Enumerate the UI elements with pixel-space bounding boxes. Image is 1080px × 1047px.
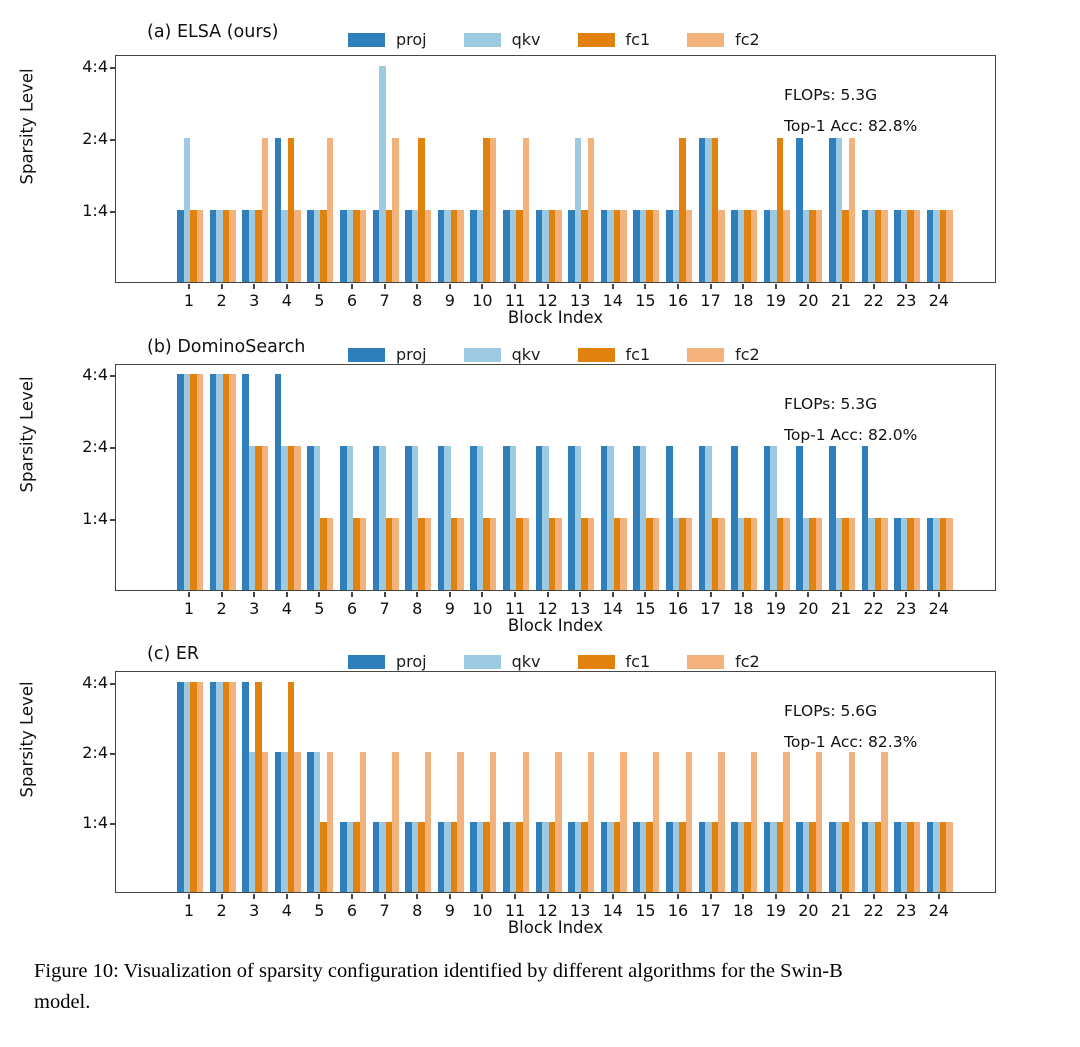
x-tick-mark: [286, 894, 288, 899]
x-tick-label-19: 19: [765, 291, 786, 310]
bar-fc2-block-2: [229, 374, 236, 590]
y-tick-label-4:4: 4:4: [82, 673, 108, 692]
bar-fc2-block-6: [360, 752, 367, 892]
x-tick-mark: [384, 592, 386, 597]
bar-fc2-block-8: [425, 210, 432, 282]
x-tick-mark: [416, 284, 418, 289]
x-tick-mark: [644, 894, 646, 899]
figure-caption-line2: model.: [34, 990, 91, 1013]
x-tick-label-12: 12: [537, 599, 558, 618]
bar-fc2-block-11: [523, 138, 530, 282]
x-tick-mark: [253, 592, 255, 597]
x-tick-mark: [416, 894, 418, 899]
x-tick-label-7: 7: [379, 599, 390, 618]
bar-fc2-block-5: [327, 752, 334, 892]
legend-label-qkv: qkv: [511, 652, 541, 671]
x-tick-label-9: 9: [444, 901, 455, 920]
x-tick-label-1: 1: [183, 291, 195, 310]
bar-fc2-block-7: [392, 138, 399, 282]
legend-label-fc1: fc1: [625, 30, 651, 49]
bar-fc2-block-24: [946, 518, 953, 590]
x-tick-label-2: 2: [216, 599, 227, 618]
x-tick-mark: [742, 592, 744, 597]
x-tick-label-10: 10: [472, 901, 493, 920]
chart-c-x-axis-title: Block Index: [507, 918, 604, 937]
legend-swatch-proj: [348, 348, 385, 362]
x-tick-label-7: 7: [379, 291, 390, 310]
x-tick-mark: [221, 894, 223, 899]
x-tick-mark: [873, 284, 875, 289]
bar-fc2-block-3: [262, 138, 269, 282]
legend-label-fc1: fc1: [625, 345, 651, 364]
x-tick-label-6: 6: [346, 599, 358, 618]
legend-entry-fc2: [687, 345, 760, 364]
bar-fc2-block-23: [914, 822, 921, 892]
bar-fc2-block-22: [881, 518, 888, 590]
x-tick-mark: [188, 894, 190, 899]
x-tick-mark: [481, 894, 483, 899]
bar-fc2-block-4: [294, 446, 301, 590]
x-tick-label-17: 17: [700, 291, 721, 310]
x-tick-label-10: 10: [472, 599, 493, 618]
x-tick-label-1: 1: [183, 901, 195, 920]
legend-label-fc1: fc1: [625, 652, 651, 671]
x-tick-label-11: 11: [504, 599, 526, 618]
legend-swatch-fc2: [687, 655, 724, 669]
bar-fc2-block-9: [457, 518, 464, 590]
x-tick-mark: [840, 284, 842, 289]
bar-fc2-block-15: [653, 210, 660, 282]
x-tick-label-4: 4: [281, 291, 292, 310]
x-tick-mark: [905, 284, 907, 289]
x-tick-label-4: 4: [281, 901, 292, 920]
x-tick-label-5: 5: [314, 599, 325, 618]
y-tick-label-2:4: 2:4: [82, 437, 108, 456]
x-tick-label-2: 2: [216, 291, 227, 310]
x-tick-mark: [612, 592, 614, 597]
y-tick-label-1:4: 1:4: [82, 813, 108, 832]
x-tick-mark: [807, 592, 809, 597]
x-tick-label-24: 24: [928, 901, 949, 920]
bar-fc2-block-8: [425, 752, 432, 892]
bar-fc2-block-20: [816, 752, 823, 892]
legend-swatch-qkv: [464, 33, 501, 47]
x-tick-mark: [384, 894, 386, 899]
x-tick-label-13: 13: [570, 599, 591, 618]
x-tick-label-8: 8: [412, 599, 423, 618]
bar-fc2-block-15: [653, 518, 660, 590]
x-tick-mark: [612, 894, 614, 899]
bar-fc2-block-5: [327, 518, 334, 590]
bar-fc2-block-14: [620, 518, 627, 590]
bar-fc2-block-23: [914, 210, 921, 282]
bar-fc2-block-7: [392, 752, 399, 892]
legend-label-proj: proj: [396, 30, 427, 49]
x-tick-mark: [710, 284, 712, 289]
bar-fc2-block-13: [588, 518, 595, 590]
x-tick-label-14: 14: [602, 291, 623, 310]
x-tick-mark: [547, 894, 549, 899]
x-tick-label-15: 15: [635, 901, 656, 920]
y-tick-mark: [110, 375, 115, 377]
x-tick-label-11: 11: [504, 291, 526, 310]
x-tick-label-12: 12: [537, 901, 558, 920]
x-tick-label-9: 9: [444, 599, 455, 618]
x-tick-mark: [579, 284, 581, 289]
x-tick-mark: [514, 284, 516, 289]
x-tick-mark: [253, 894, 255, 899]
x-tick-label-20: 20: [798, 291, 819, 310]
x-tick-label-23: 23: [896, 291, 917, 310]
y-tick-label-4:4: 4:4: [82, 365, 108, 384]
x-tick-mark: [221, 592, 223, 597]
legend-swatch-fc1: [578, 655, 615, 669]
x-tick-mark: [579, 894, 581, 899]
x-tick-label-11: 11: [504, 901, 526, 920]
bar-fc2-block-3: [262, 446, 269, 590]
bar-fc2-block-10: [490, 752, 497, 892]
chart-c-plot-area: [115, 671, 996, 893]
bar-fc2-block-22: [881, 210, 888, 282]
chart-b-x-axis-title: Block Index: [507, 616, 604, 635]
legend-entry-fc1: [578, 652, 651, 671]
bar-fc2-block-2: [229, 682, 236, 892]
x-tick-mark: [384, 284, 386, 289]
y-tick-mark: [110, 519, 115, 521]
x-tick-mark: [775, 284, 777, 289]
x-tick-mark: [449, 894, 451, 899]
x-tick-mark: [905, 894, 907, 899]
x-tick-label-19: 19: [765, 599, 786, 618]
x-tick-label-12: 12: [537, 291, 558, 310]
x-tick-mark: [351, 592, 353, 597]
x-tick-mark: [351, 894, 353, 899]
y-tick-mark: [110, 139, 115, 141]
chart-a-x-axis-title: Block Index: [507, 308, 604, 327]
bar-fc2-block-16: [686, 752, 693, 892]
bar-fc2-block-13: [588, 752, 595, 892]
x-tick-mark: [938, 592, 940, 597]
legend-label-qkv: qkv: [511, 30, 541, 49]
x-tick-mark: [677, 592, 679, 597]
x-tick-mark: [677, 894, 679, 899]
legend-entry-qkv: [464, 652, 541, 671]
x-tick-mark: [481, 284, 483, 289]
x-tick-mark: [742, 894, 744, 899]
y-tick-label-2:4: 2:4: [82, 129, 108, 148]
bar-fc2-block-24: [946, 822, 953, 892]
bar-fc2-block-18: [751, 210, 758, 282]
x-tick-label-15: 15: [635, 291, 656, 310]
x-tick-label-13: 13: [570, 291, 591, 310]
bar-fc2-block-9: [457, 752, 464, 892]
chart-c-y-axis-title: Sparsity Level: [17, 681, 37, 798]
x-tick-mark: [938, 894, 940, 899]
bar-fc2-block-12: [555, 210, 562, 282]
y-tick-label-1:4: 1:4: [82, 201, 108, 220]
chart-a-acc: Top-1 Acc: 82.8%: [784, 117, 918, 135]
x-tick-mark: [938, 284, 940, 289]
legend-entry-fc1: [578, 345, 651, 364]
legend-entry-proj: [348, 345, 427, 364]
bar-fc2-block-18: [751, 518, 758, 590]
x-tick-mark: [873, 894, 875, 899]
x-tick-mark: [807, 894, 809, 899]
legend-label-fc2: fc2: [735, 652, 760, 671]
bar-fc2-block-1: [197, 210, 204, 282]
legend-label-proj: proj: [396, 652, 427, 671]
x-tick-mark: [318, 592, 320, 597]
x-tick-label-22: 22: [863, 599, 884, 618]
bar-fc2-block-4: [294, 752, 301, 892]
x-tick-mark: [807, 284, 809, 289]
x-tick-label-6: 6: [346, 901, 358, 920]
y-tick-mark: [110, 211, 115, 213]
x-tick-label-24: 24: [928, 599, 949, 618]
bar-fc2-block-15: [653, 752, 660, 892]
x-tick-label-23: 23: [896, 901, 917, 920]
legend-entry-fc2: [687, 652, 760, 671]
x-tick-label-13: 13: [570, 901, 591, 920]
chart-b-plot-area: [115, 364, 996, 591]
bar-fc2-block-3: [262, 752, 269, 892]
legend-label-qkv: qkv: [511, 345, 541, 364]
bar-fc2-block-1: [197, 374, 204, 590]
x-tick-mark: [449, 592, 451, 597]
chart-c-acc: Top-1 Acc: 82.3%: [784, 733, 918, 751]
x-tick-label-3: 3: [249, 901, 260, 920]
bar-fc2-block-19: [783, 210, 790, 282]
x-tick-mark: [644, 284, 646, 289]
x-tick-mark: [286, 284, 288, 289]
x-tick-mark: [644, 592, 646, 597]
bar-fc2-block-7: [392, 518, 399, 590]
legend-entry-fc2: [687, 30, 760, 49]
legend-swatch-fc1: [578, 348, 615, 362]
x-tick-label-14: 14: [602, 901, 623, 920]
bar-fc2-block-6: [360, 210, 367, 282]
y-tick-mark: [110, 823, 115, 825]
bar-fc2-block-19: [783, 752, 790, 892]
x-tick-label-4: 4: [281, 599, 292, 618]
chart-b-acc: Top-1 Acc: 82.0%: [784, 426, 918, 444]
bar-fc2-block-20: [816, 210, 823, 282]
x-tick-mark: [873, 592, 875, 597]
bar-fc2-block-1: [197, 682, 204, 892]
x-tick-mark: [840, 592, 842, 597]
chart-b-title: (b) DominoSearch: [147, 337, 306, 357]
x-tick-mark: [351, 284, 353, 289]
bar-fc2-block-5: [327, 138, 334, 282]
x-tick-mark: [188, 284, 190, 289]
bar-fc2-block-21: [849, 138, 856, 282]
x-tick-label-15: 15: [635, 599, 656, 618]
chart-a-annotation: [784, 80, 917, 142]
bar-fc2-block-11: [523, 518, 530, 590]
bar-fc2-block-24: [946, 210, 953, 282]
x-tick-label-21: 21: [830, 291, 852, 310]
x-tick-label-20: 20: [798, 599, 819, 618]
x-tick-mark: [710, 894, 712, 899]
x-tick-label-23: 23: [896, 599, 917, 618]
y-tick-mark: [110, 753, 115, 755]
bar-fc2-block-16: [686, 210, 693, 282]
x-tick-mark: [547, 284, 549, 289]
x-tick-label-5: 5: [314, 291, 325, 310]
x-tick-mark: [221, 284, 223, 289]
chart-c-flops: FLOPs: 5.6G: [784, 702, 878, 720]
y-tick-label-4:4: 4:4: [82, 57, 108, 76]
chart-c-title: (c) ER: [147, 644, 200, 664]
chart-a-title: (a) ELSA (ours): [147, 22, 279, 42]
legend-swatch-fc1: [578, 33, 615, 47]
x-tick-label-16: 16: [667, 599, 689, 618]
x-tick-label-2: 2: [216, 901, 227, 920]
bar-fc2-block-12: [555, 518, 562, 590]
bar-fc2-block-9: [457, 210, 464, 282]
x-tick-label-17: 17: [700, 901, 721, 920]
x-tick-label-19: 19: [765, 901, 786, 920]
bar-fc2-block-18: [751, 752, 758, 892]
bar-fc2-block-22: [881, 752, 888, 892]
x-tick-label-8: 8: [412, 901, 423, 920]
bar-fc2-block-19: [783, 518, 790, 590]
x-tick-label-16: 16: [667, 901, 689, 920]
figure-caption: [34, 956, 1048, 1018]
chart-b-y-axis-title: Sparsity Level: [17, 376, 37, 493]
x-tick-label-16: 16: [667, 291, 689, 310]
x-tick-label-8: 8: [412, 291, 423, 310]
chart-b-flops: FLOPs: 5.3G: [784, 395, 878, 413]
x-tick-mark: [253, 284, 255, 289]
y-tick-mark: [110, 67, 115, 69]
bar-fc2-block-10: [490, 138, 497, 282]
chart-b-annotation: [784, 389, 917, 451]
legend-entry-qkv: [464, 345, 541, 364]
x-tick-mark: [188, 592, 190, 597]
x-tick-label-3: 3: [249, 599, 260, 618]
x-tick-label-18: 18: [733, 291, 754, 310]
x-tick-mark: [318, 284, 320, 289]
bar-fc2-block-17: [718, 752, 725, 892]
x-tick-mark: [547, 592, 549, 597]
chart-a-plot-area: [115, 55, 996, 283]
x-tick-label-21: 21: [830, 599, 852, 618]
x-tick-label-3: 3: [249, 291, 260, 310]
bar-fc2-block-4: [294, 210, 301, 282]
x-tick-mark: [318, 894, 320, 899]
x-tick-mark: [579, 592, 581, 597]
x-tick-label-18: 18: [733, 901, 754, 920]
x-tick-label-10: 10: [472, 291, 493, 310]
x-tick-label-1: 1: [183, 599, 195, 618]
x-tick-mark: [514, 894, 516, 899]
x-tick-label-21: 21: [830, 901, 852, 920]
bar-fc2-block-21: [849, 752, 856, 892]
bar-fc2-block-14: [620, 752, 627, 892]
legend-entry-fc1: [578, 30, 651, 49]
legend-swatch-proj: [348, 33, 385, 47]
bar-fc2-block-6: [360, 518, 367, 590]
x-tick-mark: [416, 592, 418, 597]
bar-fc2-block-12: [555, 752, 562, 892]
y-tick-mark: [110, 683, 115, 685]
x-tick-mark: [612, 284, 614, 289]
x-tick-label-22: 22: [863, 291, 884, 310]
x-tick-mark: [840, 894, 842, 899]
bar-fc2-block-23: [914, 518, 921, 590]
chart-c-legend: [348, 652, 760, 671]
x-tick-label-22: 22: [863, 901, 884, 920]
x-tick-label-14: 14: [602, 599, 623, 618]
bar-fc2-block-8: [425, 518, 432, 590]
x-tick-mark: [677, 284, 679, 289]
x-tick-label-20: 20: [798, 901, 819, 920]
legend-swatch-proj: [348, 655, 385, 669]
x-tick-mark: [481, 592, 483, 597]
legend-entry-proj: [348, 30, 427, 49]
legend-label-fc2: fc2: [735, 345, 760, 364]
x-tick-label-7: 7: [379, 901, 390, 920]
x-tick-mark: [742, 284, 744, 289]
bar-fc2-block-21: [849, 518, 856, 590]
x-tick-mark: [286, 592, 288, 597]
chart-a-legend: [348, 30, 760, 49]
chart-a-y-axis-title: Sparsity Level: [17, 68, 37, 185]
legend-swatch-fc2: [687, 348, 724, 362]
legend-swatch-qkv: [464, 348, 501, 362]
bar-fc2-block-17: [718, 518, 725, 590]
bar-fc2-block-2: [229, 210, 236, 282]
x-tick-label-18: 18: [733, 599, 754, 618]
x-tick-mark: [775, 592, 777, 597]
bar-fc2-block-11: [523, 752, 530, 892]
bar-fc2-block-20: [816, 518, 823, 590]
y-tick-label-2:4: 2:4: [82, 743, 108, 762]
x-tick-label-17: 17: [700, 599, 721, 618]
legend-entry-proj: [348, 652, 427, 671]
legend-swatch-fc2: [687, 33, 724, 47]
x-tick-label-24: 24: [928, 291, 949, 310]
x-tick-label-9: 9: [444, 291, 455, 310]
legend-swatch-qkv: [464, 655, 501, 669]
legend-label-proj: proj: [396, 345, 427, 364]
legend-label-fc2: fc2: [735, 30, 760, 49]
y-tick-mark: [110, 447, 115, 449]
x-tick-mark: [775, 894, 777, 899]
bar-fc2-block-13: [588, 138, 595, 282]
chart-b-legend: [348, 345, 760, 364]
figure-caption-line1: Figure 10: Visualization of sparsity configuration identified by different algorithms for the Swin-B: [34, 960, 843, 982]
bar-fc2-block-10: [490, 518, 497, 590]
y-tick-label-1:4: 1:4: [82, 509, 108, 528]
x-tick-mark: [710, 592, 712, 597]
x-tick-label-5: 5: [314, 901, 325, 920]
x-tick-mark: [905, 592, 907, 597]
chart-a-flops: FLOPs: 5.3G: [784, 86, 878, 104]
x-tick-label-6: 6: [346, 291, 358, 310]
bar-fc2-block-17: [718, 210, 725, 282]
bar-fc2-block-14: [620, 210, 627, 282]
legend-entry-qkv: [464, 30, 541, 49]
chart-c-annotation: [784, 696, 917, 758]
x-tick-mark: [449, 284, 451, 289]
bar-fc2-block-16: [686, 518, 693, 590]
x-tick-mark: [514, 592, 516, 597]
